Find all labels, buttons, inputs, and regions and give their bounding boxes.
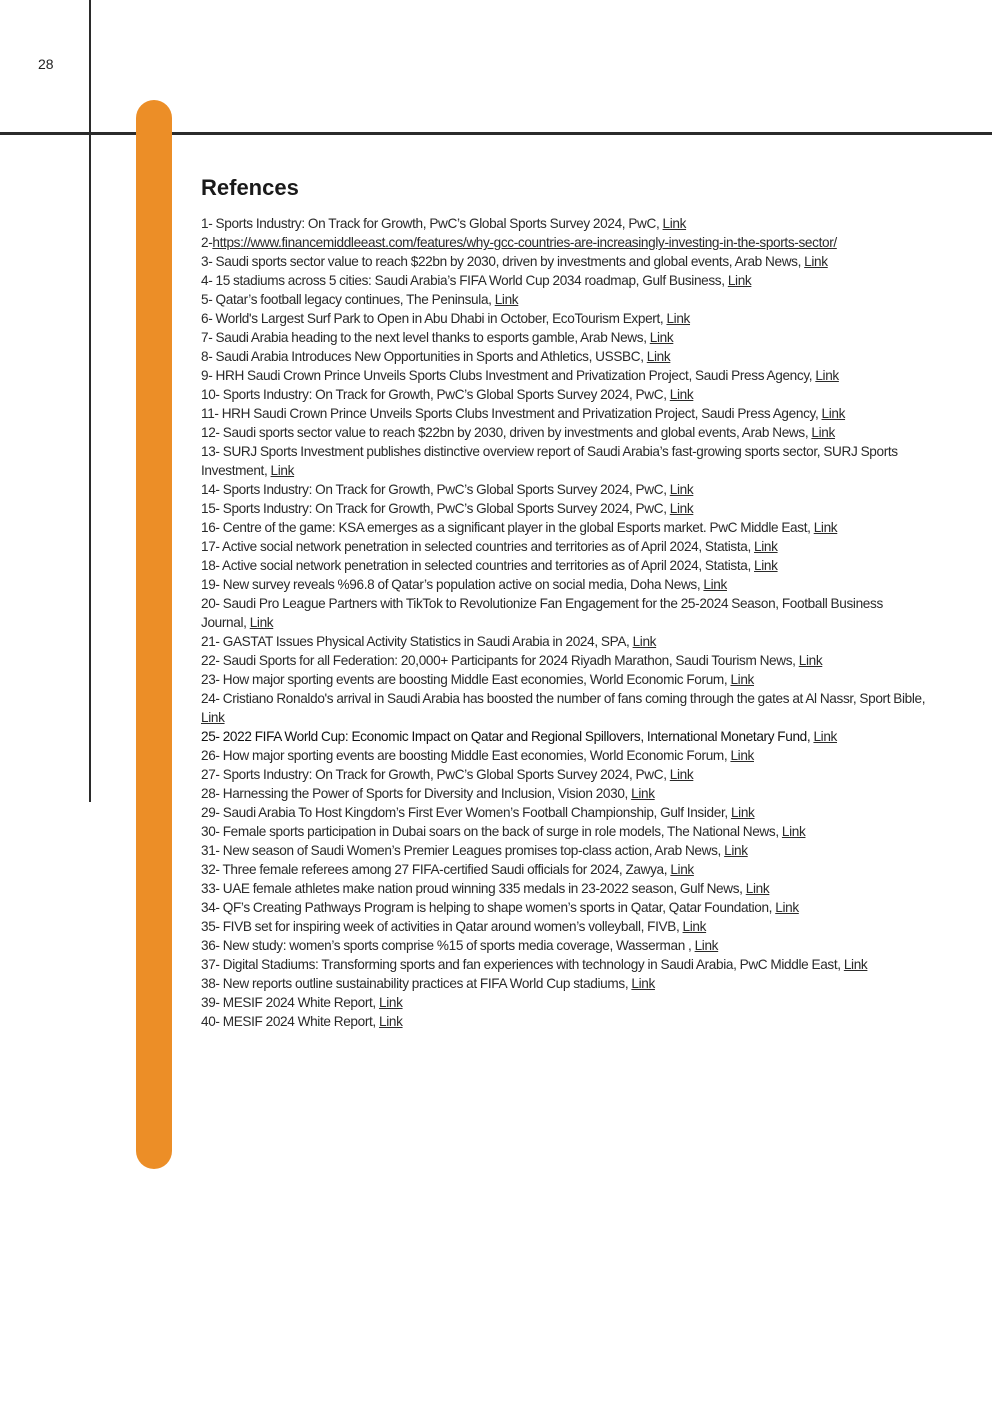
reference-link[interactable]: Link xyxy=(646,349,671,364)
reference-text: 7- Saudi Arabia heading to the next level thanks to esports gamble, Arab News, xyxy=(201,330,650,345)
reference-link[interactable]: Link xyxy=(813,729,837,744)
reference-text: 16- Centre of the game: KSA emerges as a significant player in the global Esports market. PwC Middle East, xyxy=(201,520,814,535)
reference-text: 26- How major sporting events are boosting Middle East economies, World Economic Forum, xyxy=(201,748,731,763)
reference-text: 25- 2022 FIFA World Cup: Economic Impact on Qatar and Regional Spillovers, International Monetary Fund, xyxy=(201,729,814,744)
reference-link[interactable]: Link xyxy=(494,292,519,307)
reference-text: 9- HRH Saudi Crown Prince Unveils Sports Clubs Investment and Privatization Project, Saudi Press Agency, xyxy=(201,368,816,383)
reference-text: 12- Saudi sports sector value to reach $22bn by 2030, driven by investments and global events, Arab News, xyxy=(201,425,812,440)
orange-accent-bar xyxy=(136,100,172,1169)
reference-text: 8- Saudi Arabia Introduces New Opportunities in Sports and Athletics, USSBC, xyxy=(201,349,647,364)
reference-item xyxy=(201,271,931,290)
reference-item xyxy=(201,879,931,898)
reference-link[interactable]: Link xyxy=(730,805,755,820)
reference-text: 36- New study: women’s sports comprise %15 of sports media coverage, Wasserman , xyxy=(201,938,695,953)
reference-item xyxy=(201,594,931,632)
reference-item xyxy=(201,214,931,233)
reference-text: 31- New season of Saudi Women’s Premier Leagues promises top-class action, Arab News, xyxy=(201,843,725,858)
reference-text: 32- Three female referees among 27 FIFA-certified Saudi officials for 2024, Zawya, xyxy=(201,862,671,877)
reference-link[interactable]: Link xyxy=(815,368,839,383)
vertical-rule xyxy=(89,0,91,802)
reference-item xyxy=(201,936,931,955)
reference-item xyxy=(201,347,931,366)
reference-text: 24- Cristiano Ronaldo's arrival in Saudi Arabia has boosted the number of fans coming through the gates at Al Nassr, Sport Bible, xyxy=(201,691,926,706)
reference-item xyxy=(201,993,931,1012)
reference-item xyxy=(201,499,931,518)
reference-link[interactable]: Link xyxy=(649,330,674,345)
reference-text: 22- Saudi Sports for all Federation: 20,000+ Participants for 2024 Riyadh Marathon, Saudi Tourism News, xyxy=(201,653,799,668)
reference-item xyxy=(201,518,931,537)
reference-item xyxy=(201,784,931,803)
reference-text: 19- New survey reveals %96.8 of Qatar’s population active on social media, Doha News, xyxy=(201,577,704,592)
reference-link[interactable]: Link xyxy=(724,843,748,858)
reference-link[interactable]: Link xyxy=(727,273,752,288)
reference-text: 39- MESIF 2024 White Report, xyxy=(201,995,379,1010)
reference-link[interactable]: Link xyxy=(754,558,778,573)
references-section xyxy=(201,174,931,1031)
reference-item xyxy=(201,898,931,917)
reference-link[interactable]: Link xyxy=(811,425,835,440)
reference-text: 3- Saudi sports sector value to reach $22bn by 2030, driven by investments and global events, Arab News, xyxy=(201,254,805,269)
reference-text: 37- Digital Stadiums: Transforming sports and fan experiences with technology in Saudi Arabia, PwC Middle East, xyxy=(201,957,844,972)
reference-item xyxy=(201,727,931,746)
reference-text: 18- Active social network penetration in selected countries and territories as of April 2024, Statista, xyxy=(201,558,755,573)
reference-link[interactable]: Link xyxy=(669,482,694,497)
reference-item xyxy=(201,252,931,271)
reference-link[interactable]: Link xyxy=(270,463,295,478)
reference-item xyxy=(201,1012,931,1031)
reference-link[interactable]: Link xyxy=(249,615,274,630)
reference-item xyxy=(201,917,931,936)
reference-link[interactable]: Link xyxy=(201,710,225,725)
reference-text: 40- MESIF 2024 White Report, xyxy=(201,1014,379,1029)
reference-text: 20- Saudi Pro League Partners with TikTok to Revolutionize Fan Engagement for the 25-2024 Season, Football Business Journal, xyxy=(201,596,883,630)
reference-link[interactable]: Link xyxy=(730,672,754,687)
reference-item xyxy=(201,822,931,841)
reference-item xyxy=(201,537,931,556)
reference-item xyxy=(201,385,931,404)
reference-link[interactable]: Link xyxy=(813,520,838,535)
reference-text: 2- xyxy=(201,235,213,250)
reference-text: 14- Sports Industry: On Track for Growth, PwC’s Global Sports Survey 2024, PwC, xyxy=(201,482,670,497)
reference-item xyxy=(201,442,931,480)
reference-item xyxy=(201,841,931,860)
reference-link[interactable]: Link xyxy=(821,406,846,421)
reference-link[interactable]: Link xyxy=(682,919,707,934)
reference-link[interactable]: Link xyxy=(775,900,799,915)
reference-link[interactable]: Link xyxy=(379,995,403,1010)
reference-link[interactable]: Link xyxy=(798,653,823,668)
reference-item xyxy=(201,746,931,765)
reference-link[interactable]: Link xyxy=(379,1014,403,1029)
reference-text: 11- HRH Saudi Crown Prince Unveils Sports Clubs Investment and Privatization Project, Saudi Press Agency, xyxy=(201,406,822,421)
reference-text: 5- Qatar’s football legacy continues, The Peninsula, xyxy=(201,292,495,307)
reference-link[interactable]: Link xyxy=(694,938,719,953)
reference-text: 38- New reports outline sustainability practices at FIFA World Cup stadiums, xyxy=(201,976,632,991)
reference-link[interactable]: Link xyxy=(669,387,694,402)
reference-text: 23- How major sporting events are boosting Middle East economies, World Economic Forum, xyxy=(201,672,731,687)
reference-text: 4- 15 stadiums across 5 cities: Saudi Arabia’s FIFA World Cup 2034 roadmap, Gulf Business, xyxy=(201,273,728,288)
reference-item xyxy=(201,423,931,442)
reference-link[interactable]: Link xyxy=(669,501,694,516)
reference-item xyxy=(201,328,931,347)
reference-item xyxy=(201,803,931,822)
reference-item xyxy=(201,404,931,423)
reference-item xyxy=(201,309,931,328)
reference-link[interactable]: Link xyxy=(631,976,655,991)
reference-text: 34- QF’s Creating Pathways Program is helping to shape women’s sports in Qatar, Qatar Foundation, xyxy=(201,900,776,915)
reference-text: 1- Sports Industry: On Track for Growth, PwC’s Global Sports Survey 2024, PwC, xyxy=(201,216,663,231)
reference-text: 15- Sports Industry: On Track for Growth, PwC’s Global Sports Survey 2024, PwC, xyxy=(201,501,670,516)
reference-item xyxy=(201,632,931,651)
reference-text: 30- Female sports participation in Dubai soars on the back of surge in role models, The National News, xyxy=(201,824,782,839)
reference-item xyxy=(201,651,931,670)
reference-item xyxy=(201,974,931,993)
reference-link[interactable]: Link xyxy=(843,957,868,972)
reference-link[interactable]: Link xyxy=(631,786,655,801)
reference-link[interactable]: Link xyxy=(754,539,778,554)
reference-text: 17- Active social network penetration in selected countries and territories as of April 2024, Statista, xyxy=(201,539,755,554)
reference-text: 29- Saudi Arabia To Host Kingdom’s First Ever Women’s Football Championship, Gulf Insider, xyxy=(201,805,731,820)
reference-text: 21- GASTAT Issues Physical Activity Statistics in Saudi Arabia in 2024, SPA, xyxy=(201,634,633,649)
reference-link[interactable]: Link xyxy=(662,216,687,231)
reference-link[interactable]: Link xyxy=(745,881,770,896)
reference-item xyxy=(201,670,931,689)
reference-item xyxy=(201,290,931,309)
reference-link[interactable]: Link xyxy=(703,577,727,592)
reference-url[interactable]: https://www.financemiddleeast.com/features/why-gcc-countries-are-increasingly-investing-in-the-sports-sector/ xyxy=(212,235,837,250)
reference-item xyxy=(201,556,931,575)
reference-item xyxy=(201,955,931,974)
reference-link[interactable]: Link xyxy=(666,311,690,326)
reference-link[interactable]: Link xyxy=(781,824,806,839)
reference-text: 6- World's Largest Surf Park to Open in Abu Dhabi in October, EcoTourism Expert, xyxy=(201,311,667,326)
section-title: Refences xyxy=(201,175,299,200)
reference-link[interactable]: Link xyxy=(730,748,754,763)
reference-item xyxy=(201,480,931,499)
reference-item xyxy=(201,860,931,879)
reference-text: 10- Sports Industry: On Track for Growth, PwC’s Global Sports Survey 2024, PwC, xyxy=(201,387,670,402)
reference-text: 28- Harnessing the Power of Sports for Diversity and Inclusion, Vision 2030, xyxy=(201,786,632,801)
reference-item xyxy=(201,233,931,252)
reference-link[interactable]: Link xyxy=(632,634,657,649)
reference-text: 27- Sports Industry: On Track for Growth, PwC’s Global Sports Survey 2024, PwC, xyxy=(201,767,670,782)
reference-link[interactable]: Link xyxy=(670,862,694,877)
page-number: 28 xyxy=(38,56,54,72)
reference-item xyxy=(201,689,931,727)
reference-item xyxy=(201,765,931,784)
reference-text: 35- FIVB set for inspiring week of activities in Qatar around women’s volleyball, FIVB, xyxy=(201,919,683,934)
reference-item xyxy=(201,575,931,594)
reference-link[interactable]: Link xyxy=(669,767,694,782)
reference-text: 13- SURJ Sports Investment publishes distinctive overview report of Saudi Arabia’s fast-growing sports sector, SURJ Sports Investment, xyxy=(201,444,898,478)
reference-link[interactable]: Link xyxy=(804,254,828,269)
reference-item xyxy=(201,366,931,385)
references-list xyxy=(201,214,931,1031)
reference-text: 33- UAE female athletes make nation proud winning 335 medals in 23-2022 season, Gulf News, xyxy=(201,881,746,896)
